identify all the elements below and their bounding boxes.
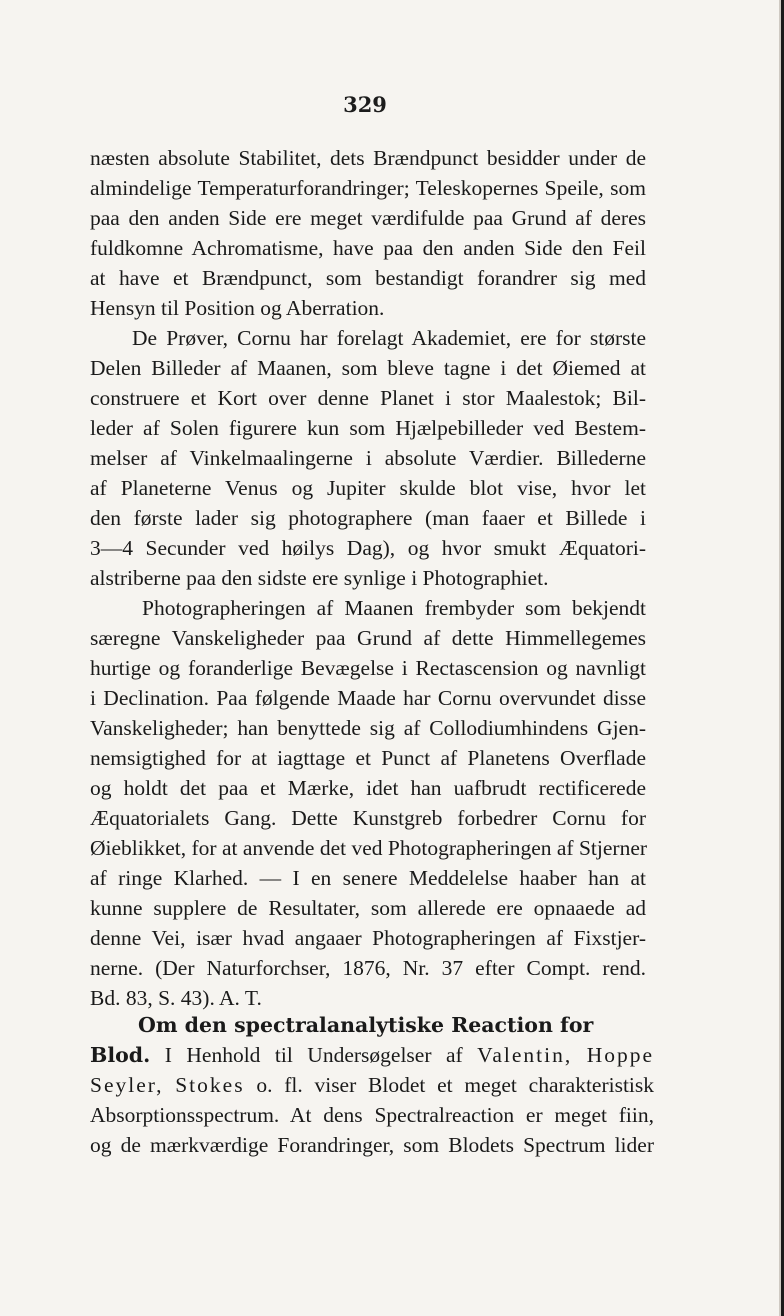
text-line: almindelige Temperaturforandringer; Teleskopernes Speile, som [90,176,646,200]
text-line: De Prøver, Cornu har forelagt Akademiet, ere for største [132,326,646,350]
author-name: Stokes [175,1073,245,1097]
text-line: Øieblikket, for at anvende det ved Photographeringen af Stjerner [90,836,648,860]
text-line: den første lader sig photographere (man faaer et Billede i [90,506,646,530]
text-fragment: I Henhold til Undersøgelser af [164,1043,463,1067]
text-line: 3—4 Secunder ved høilys Dag), og hvor smukt Æquatori- [90,536,646,560]
text-line: Vanskeligheder; han benyttede sig af Collodiumhindens Gjen- [90,716,646,740]
text-fragment: o. fl. viser Blodet et meget charakteristisk [256,1073,655,1097]
text-line: i Declination. Paa følgende Maade har Cornu overvundet disse [90,686,646,710]
text-line [90,1040,654,1070]
text-line: leder af Solen figurere kun som Hjælpebilleder ved Bestem- [90,416,646,440]
text-line: construere et Kort over denne Planet i stor Maalestok; Bil- [90,386,646,410]
text-line: af ringe Klarhed. — I en senere Meddelelse haaber han at [90,866,646,890]
section-heading-end: Blod. [90,1043,151,1067]
text-line: fuldkomne Achromatisme, have paa den anden Side den Feil [90,236,646,260]
text-line: nemsigtighed for at iagttage et Punct af Planetens Overflade [90,746,646,770]
text-line: og de mærkværdige Forandringer, som Blodets Spectrum lider [90,1133,654,1157]
text-line: af Planeterne Venus og Jupiter skulde blot vise, hvor let [90,476,646,500]
text-line: kunne supplere de Resultater, som allerede ere opnaaede ad [90,896,646,920]
author-name: Seyler, [90,1073,164,1097]
text-line: alstriberne paa den sidste ere synlige i Photographiet. [90,566,549,590]
text-line: nerne. (Der Naturforchser, 1876, Nr. 37 efter Compt. rend. [90,956,646,980]
text-line [90,1070,654,1100]
text-line: næsten absolute Stabilitet, dets Brændpunct besidder under de [90,146,646,170]
page-number: 329 [343,92,387,117]
text-line: hurtige og foranderlige Bevægelse i Rectascension og navnligt [90,656,646,680]
text-line: Bd. 83, S. 43). A. T. [90,986,262,1010]
text-line: Æquatorialets Gang. Dette Kunstgreb forbedrer Cornu for [90,806,646,830]
text-line: Photographeringen af Maanen frembyder som bekjendt [142,596,646,620]
text-line: denne Vei, især hvad angaaer Photographeringen af Fixstjer- [90,926,646,950]
text-line: Hensyn til Position og Aberration. [90,296,385,320]
text-line: at have et Brændpunct, som bestandigt forandrer sig med [90,266,646,290]
section-heading: Om den spectralanalytiske Reaction for [138,1013,594,1037]
text-line: Absorptionsspectrum. At dens Spectralreaction er meget fiin, [90,1103,654,1127]
text-line: paa den anden Side ere meget værdifulde paa Grund af deres [90,206,646,230]
author-name: Hoppe [586,1043,655,1067]
text-line: Delen Billeder af Maanen, som bleve tagne i det Øiemed at [90,356,646,380]
text-line: særegne Vanskeligheder paa Grund af dette Himmellegemes [90,626,646,650]
text-line: melser af Vinkelmaalingerne i absolute Værdier. Billederne [90,446,646,470]
text-line: og holdt det paa et Mærke, idet han uafbrudt rectificerede [90,776,646,800]
author-name: Valentin, [477,1043,573,1067]
